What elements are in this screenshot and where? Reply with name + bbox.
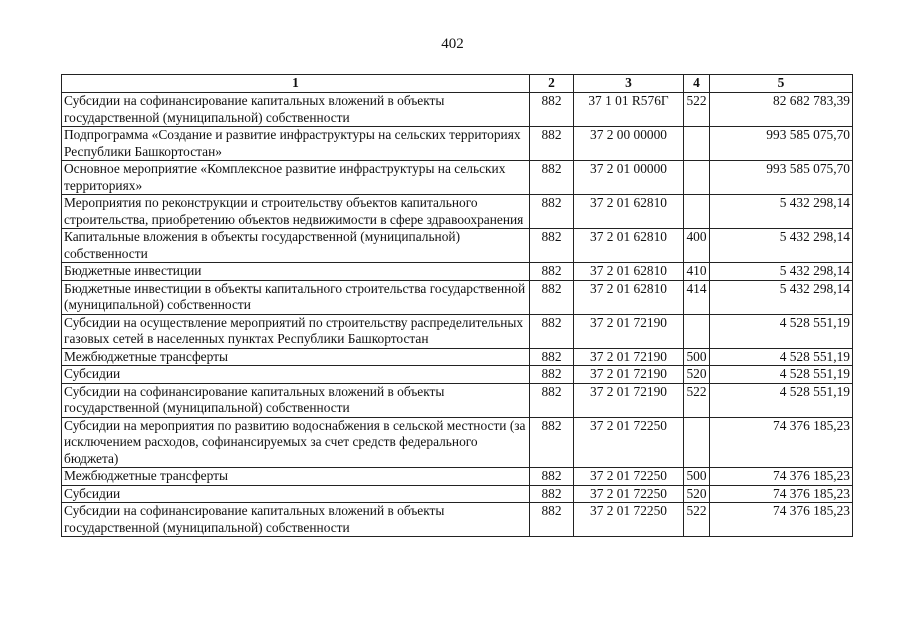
- header-cell-2: 2: [530, 75, 574, 93]
- row-ministry-code: 882: [530, 503, 574, 537]
- row-ministry-code: 882: [530, 195, 574, 229]
- row-target-code: 37 2 01 72250: [574, 417, 684, 468]
- row-target-code: 37 1 01 R576Г: [574, 93, 684, 127]
- row-description: Субсидии: [62, 366, 530, 384]
- header-cell-5: 5: [710, 75, 853, 93]
- table-row: [62, 348, 853, 366]
- row-target-code: 37 2 01 72190: [574, 348, 684, 366]
- row-ministry-code: 882: [530, 263, 574, 281]
- row-description: Субсидии на софинансирование капитальных вложений в объекты государственной (муниципальной) собственности: [62, 383, 530, 417]
- header-cell-3: 3: [574, 75, 684, 93]
- row-amount: 4 528 551,19: [710, 383, 853, 417]
- row-ministry-code: 882: [530, 468, 574, 486]
- row-expense-type: 520: [684, 485, 710, 503]
- row-amount: 5 432 298,14: [710, 229, 853, 263]
- row-ministry-code: 882: [530, 127, 574, 161]
- row-description: Субсидии: [62, 485, 530, 503]
- row-description: Межбюджетные трансферты: [62, 348, 530, 366]
- row-amount: 74 376 185,23: [710, 503, 853, 537]
- row-target-code: 37 2 01 62810: [574, 280, 684, 314]
- table-row: [62, 93, 853, 127]
- table-row: [62, 417, 853, 468]
- row-description: Подпрограмма «Создание и развитие инфраструктуры на сельских территориях Республики Башкортостан»: [62, 127, 530, 161]
- row-ministry-code: 882: [530, 161, 574, 195]
- row-target-code: 37 2 01 72190: [574, 383, 684, 417]
- row-expense-type: 522: [684, 503, 710, 537]
- table-row: [62, 127, 853, 161]
- row-description: Субсидии на мероприятия по развитию водоснабжения в сельской местности (за исключением расходов, софинансируемых за счет средств федерального бюджета): [62, 417, 530, 468]
- table-header-row: [62, 75, 853, 93]
- row-target-code: 37 2 01 72250: [574, 503, 684, 537]
- row-expense-type: [684, 417, 710, 468]
- table-row: [62, 468, 853, 486]
- row-description: Субсидии на софинансирование капитальных вложений в объекты государственной (муниципальной) собственности: [62, 93, 530, 127]
- row-target-code: 37 2 01 00000: [574, 161, 684, 195]
- row-amount: 74 376 185,23: [710, 485, 853, 503]
- row-amount: 993 585 075,70: [710, 161, 853, 195]
- row-expense-type: 400: [684, 229, 710, 263]
- row-description: Капитальные вложения в объекты государственной (муниципальной) собственности: [62, 229, 530, 263]
- row-expense-type: 522: [684, 383, 710, 417]
- row-description: Субсидии на софинансирование капитальных вложений в объекты государственной (муниципальной) собственности: [62, 503, 530, 537]
- row-ministry-code: 882: [530, 366, 574, 384]
- row-ministry-code: 882: [530, 417, 574, 468]
- table-row: [62, 161, 853, 195]
- row-expense-type: [684, 161, 710, 195]
- row-ministry-code: 882: [530, 280, 574, 314]
- row-ministry-code: 882: [530, 383, 574, 417]
- row-description: Бюджетные инвестиции: [62, 263, 530, 281]
- table-row: [62, 195, 853, 229]
- row-expense-type: 500: [684, 468, 710, 486]
- row-ministry-code: 882: [530, 314, 574, 348]
- row-expense-type: 410: [684, 263, 710, 281]
- row-amount: 4 528 551,19: [710, 314, 853, 348]
- row-expense-type: 520: [684, 366, 710, 384]
- row-amount: 5 432 298,14: [710, 195, 853, 229]
- row-description: Субсидии на осуществление мероприятий по строительству распределительных газовых сетей в населенных пунктах Республики Башкортостан: [62, 314, 530, 348]
- table-row: [62, 314, 853, 348]
- row-target-code: 37 2 01 72250: [574, 485, 684, 503]
- table-row: [62, 503, 853, 537]
- row-expense-type: [684, 195, 710, 229]
- row-ministry-code: 882: [530, 485, 574, 503]
- row-ministry-code: 882: [530, 93, 574, 127]
- row-target-code: 37 2 00 00000: [574, 127, 684, 161]
- row-description: Основное мероприятие «Комплексное развитие инфраструктуры на сельских территориях»: [62, 161, 530, 195]
- row-amount: 74 376 185,23: [710, 417, 853, 468]
- row-amount: 82 682 783,39: [710, 93, 853, 127]
- page-number: 402: [441, 36, 464, 52]
- row-amount: 5 432 298,14: [710, 280, 853, 314]
- row-ministry-code: 882: [530, 348, 574, 366]
- table-row: [62, 263, 853, 281]
- row-expense-type: [684, 314, 710, 348]
- row-target-code: 37 2 01 72190: [574, 314, 684, 348]
- row-target-code: 37 2 01 62810: [574, 229, 684, 263]
- header-cell-4: 4: [684, 75, 710, 93]
- row-description: Межбюджетные трансферты: [62, 468, 530, 486]
- row-expense-type: 522: [684, 93, 710, 127]
- row-description: Мероприятия по реконструкции и строительству объектов капитального строительства, приобретению объектов недвижимости в сфере здравоохранения: [62, 195, 530, 229]
- table-row: [62, 485, 853, 503]
- row-amount: 993 585 075,70: [710, 127, 853, 161]
- row-target-code: 37 2 01 62810: [574, 195, 684, 229]
- table-row: [62, 383, 853, 417]
- row-target-code: 37 2 01 72190: [574, 366, 684, 384]
- row-target-code: 37 2 01 62810: [574, 263, 684, 281]
- row-expense-type: 414: [684, 280, 710, 314]
- header-cell-1: 1: [62, 75, 530, 93]
- row-target-code: 37 2 01 72250: [574, 468, 684, 486]
- row-expense-type: 500: [684, 348, 710, 366]
- row-ministry-code: 882: [530, 229, 574, 263]
- row-expense-type: [684, 127, 710, 161]
- table-row: [62, 366, 853, 384]
- row-amount: 4 528 551,19: [710, 348, 853, 366]
- budget-table: [61, 74, 853, 537]
- row-amount: 74 376 185,23: [710, 468, 853, 486]
- row-amount: 5 432 298,14: [710, 263, 853, 281]
- table-body: [62, 93, 853, 537]
- table-row: [62, 229, 853, 263]
- row-description: Бюджетные инвестиции в объекты капитального строительства государственной (муниципальной) собственности: [62, 280, 530, 314]
- table-row: [62, 280, 853, 314]
- row-amount: 4 528 551,19: [710, 366, 853, 384]
